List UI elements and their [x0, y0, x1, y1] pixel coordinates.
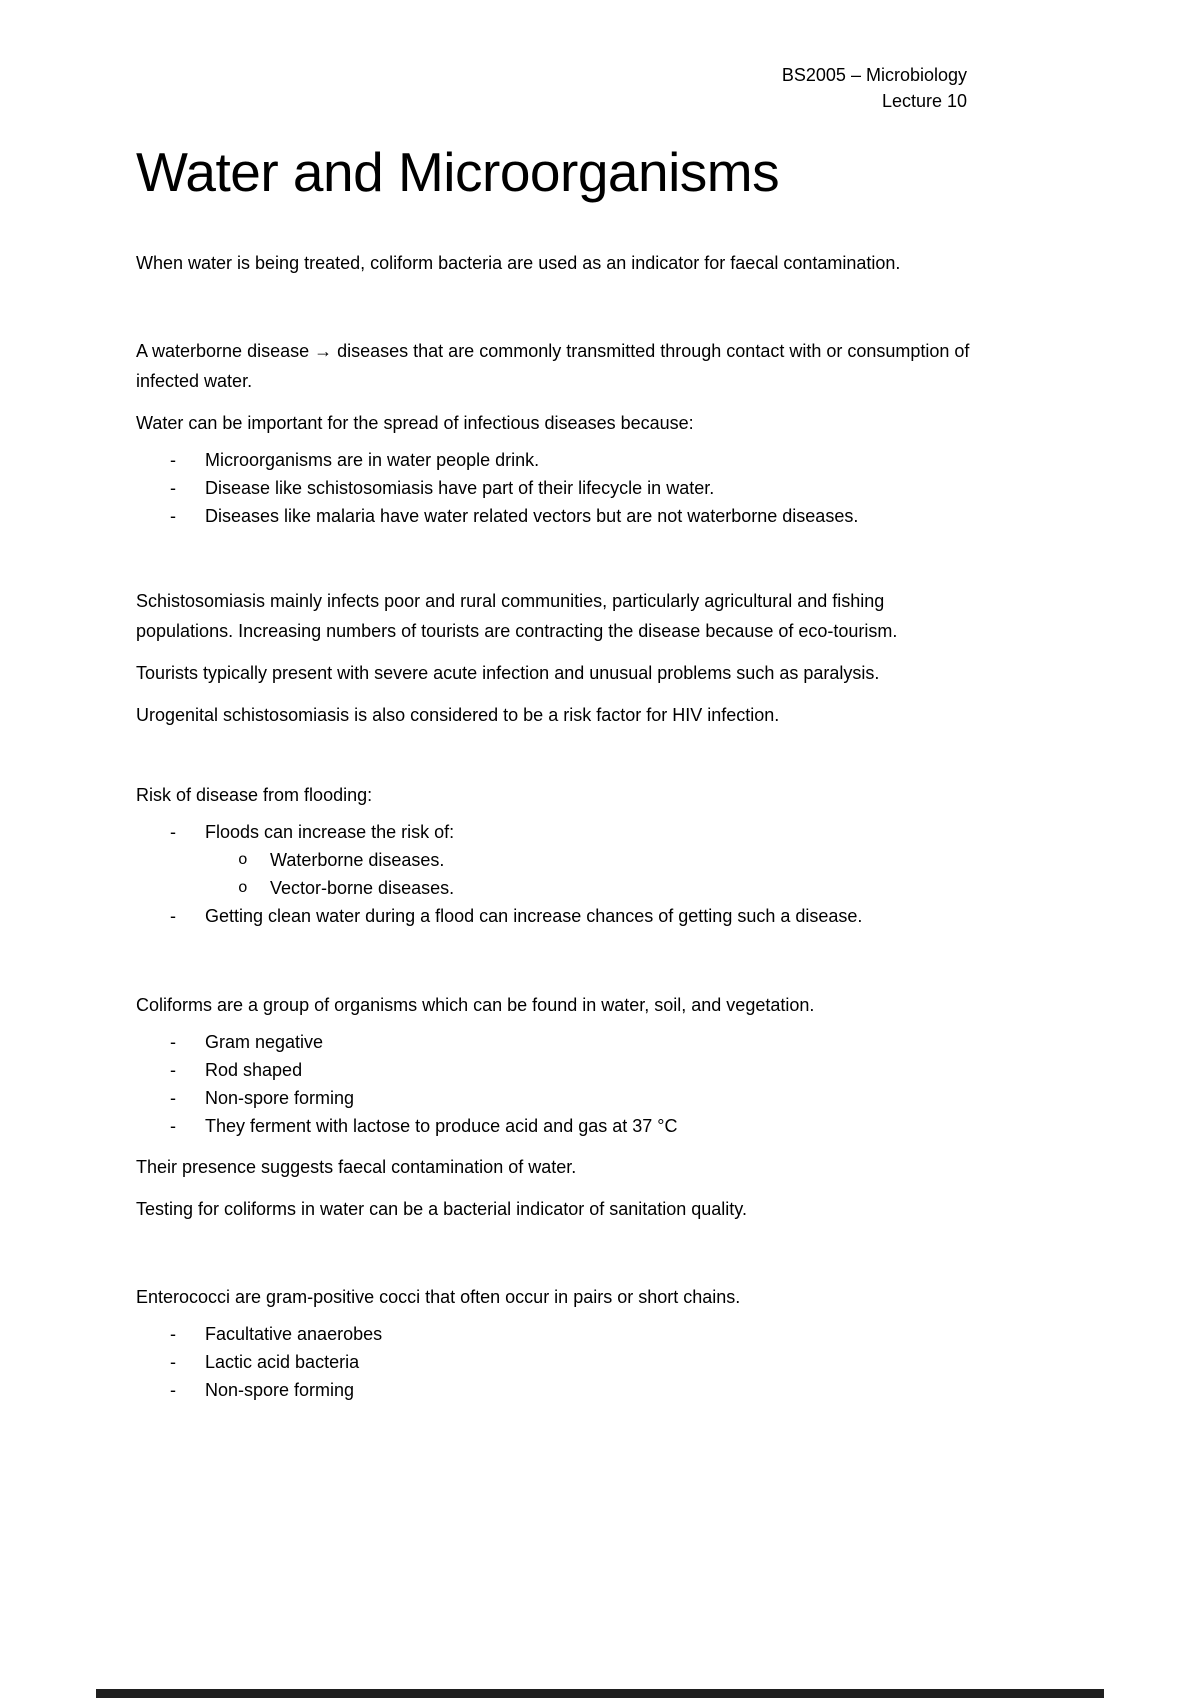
list-item-text: Rod shaped: [205, 1060, 303, 1080]
paragraph-spread-lead: Water can be important for the spread of infectious diseases because:: [136, 413, 694, 433]
paragraph-schistosomiasis-3: Urogenital schistosomiasis is also considered to be a risk factor for HIV infection.: [136, 705, 780, 725]
list-item-text: Diseases like malaria have water related vectors but are not waterborne diseases.: [205, 506, 859, 526]
dash-bullet: -: [170, 1032, 176, 1052]
list-item: [136, 446, 976, 474]
lecture-number: Lecture 10: [881, 91, 967, 111]
list-item-text: Lactic acid bacteria: [205, 1352, 360, 1372]
dash-bullet: -: [170, 1088, 176, 1108]
page-bottom-bar: [96, 1689, 1104, 1698]
dash-bullet: -: [170, 506, 176, 526]
blank-line: [136, 542, 976, 586]
list-item: [136, 1056, 976, 1084]
list-enterococci: [136, 1320, 976, 1404]
list-item: [136, 474, 976, 502]
list-item: [136, 818, 976, 846]
list-item: [136, 1348, 976, 1376]
dash-bullet: -: [170, 1352, 176, 1372]
paragraph-coliforms-presence: Their presence suggests faecal contamination of water.: [136, 1157, 577, 1177]
document-title: Water and Microorganisms: [136, 141, 780, 203]
list-item: [136, 1028, 976, 1056]
dash-bullet: -: [170, 1324, 176, 1344]
circle-bullet: o: [238, 879, 248, 897]
paragraph-waterborne-definition: A waterborne disease → diseases that are commonly transmitted through contact with or consumption of infected water.: [136, 341, 970, 391]
blank-line: [136, 942, 976, 990]
paragraph-coliforms-testing: Testing for coliforms in water can be a bacterial indicator of sanitation quality.: [136, 1199, 747, 1219]
list-item-text: Floods can increase the risk of:: [205, 822, 455, 842]
list-coliforms: [136, 1028, 976, 1140]
list-item-text: Getting clean water during a flood can increase chances of getting such a disease.: [205, 906, 863, 926]
dash-bullet: -: [170, 1116, 176, 1136]
list-item-text: Disease like schistosomiasis have part of their lifecycle in water.: [205, 478, 715, 498]
dash-bullet: -: [170, 1060, 176, 1080]
list-item-text: Gram negative: [205, 1032, 324, 1052]
paragraph-intro: When water is being treated, coliform bacteria are used as an indicator for faecal contamination.: [136, 253, 901, 273]
paragraph-schistosomiasis-2: Tourists typically present with severe acute infection and unusual problems such as paralysis.: [136, 663, 880, 683]
paragraph-schistosomiasis-1: Schistosomiasis mainly infects poor and rural communities, particularly agricultural and fishing populations. Increasing numbers of tourists are contracting the disease because of eco-tourism.: [136, 591, 898, 641]
list-item: [136, 1112, 976, 1140]
page-header: [136, 62, 967, 114]
list-item: [136, 1376, 976, 1404]
list-item-text: Microorganisms are in water people drink.: [205, 450, 540, 470]
blank-line: [136, 290, 976, 336]
list-item-text: Non-spore forming: [205, 1088, 355, 1108]
dash-bullet: -: [170, 478, 176, 498]
blank-line: [136, 204, 976, 248]
dash-bullet: -: [170, 1380, 176, 1400]
list-spread: [136, 446, 976, 530]
dash-bullet: -: [170, 822, 176, 842]
paragraph-flooding-lead: Risk of disease from flooding:: [136, 785, 373, 805]
blank-line: [136, 742, 976, 780]
circle-bullet: o: [238, 851, 248, 869]
list-item: [136, 902, 976, 930]
list-item: [136, 1320, 976, 1348]
paragraph-enterococci-lead: Enterococci are gram-positive cocci that often occur in pairs or short chains.: [136, 1287, 741, 1307]
document-body: [136, 204, 976, 1404]
list-item-text: Non-spore forming: [205, 1380, 355, 1400]
list-item: [136, 1084, 976, 1112]
list-item-text: They ferment with lactose to produce acid and gas at 37 °C: [205, 1116, 678, 1136]
dash-bullet: -: [170, 906, 176, 926]
list-item-text: Vector-borne diseases.: [270, 878, 455, 898]
course-code: BS2005 – Microbiology: [781, 65, 967, 85]
paragraph-coliforms-lead: Coliforms are a group of organisms which can be found in water, soil, and vegetation.: [136, 995, 815, 1015]
blank-line: [136, 1236, 976, 1282]
list-flooding: [136, 818, 976, 930]
list-subitem: [136, 846, 976, 874]
dash-bullet: -: [170, 450, 176, 470]
list-item-text: Waterborne diseases.: [270, 850, 445, 870]
list-item: [136, 502, 976, 530]
list-subitem: [136, 874, 976, 902]
list-item-text: Facultative anaerobes: [205, 1324, 383, 1344]
